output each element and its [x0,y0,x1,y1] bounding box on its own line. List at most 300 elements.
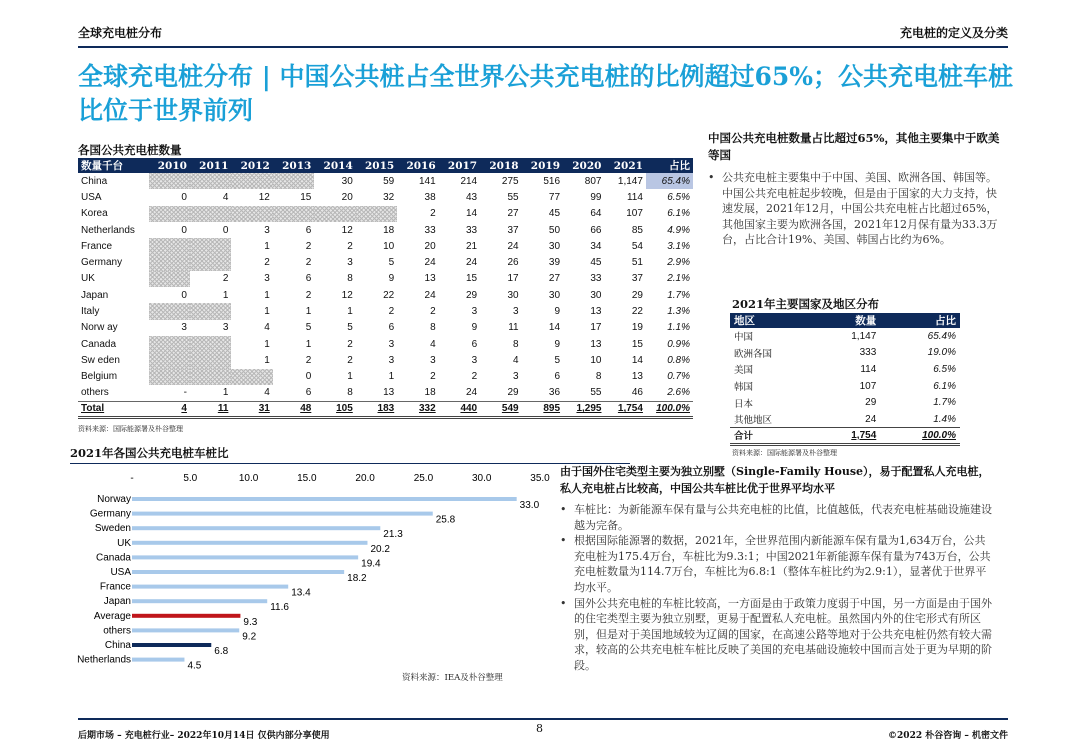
category-label: China [104,640,131,651]
table-cell: 27 [548,273,561,285]
row-label: Total [78,401,149,417]
column-header: 占比 [646,158,693,173]
table-cell: 29 [480,385,521,401]
table-cell: 33 [424,224,436,236]
table-cell: 807 [584,175,602,187]
tick-label: 25.0 [413,473,434,484]
table-cell: 107 [626,208,643,220]
footer-right: ©2022 朴谷咨询 – 机密文件 [888,731,1008,741]
table-cell: 1,754 [817,428,880,445]
tick-label: 35.0 [530,473,550,484]
table-cell: 4 [149,401,190,417]
table-cell: 0 [181,224,187,236]
share-cell: 100.0% [646,401,693,417]
tick-label: 20.0 [355,473,375,484]
bullet-item: • 根据国际能源署的数据，2021年，全世界范围内新能源车保有量为1,634万台，公共充电桩为175.4万台，车桩比为9.3:1；中国2021年新能源车保有量为743万台，公共充电桩数量为114.7万台，车桩比为6.8:1（整体车桩比约为2.9:1），显著优于世界平均水平。 [560,533,996,595]
table-cell: 1,147 [617,175,643,187]
table-cell: 105 [314,401,355,417]
row-label: China [81,175,108,187]
table-cell: 24 [466,257,478,269]
table-cell: 6 [305,273,312,285]
table-cell: 3 [513,371,519,383]
share-cell: 1.1% [667,322,690,334]
table-cell: 549 [480,401,521,417]
table-row [78,238,693,254]
header-left: 全球充电桩分布 [78,26,163,40]
table-cell: 48 [273,401,314,417]
table-cell: 3 [264,224,270,236]
bar-china [132,643,211,647]
right-top-heading: 中国公共充电桩数量占比超过65%，其他主要集中于欧美等国 [708,131,1000,162]
table-row [78,369,693,385]
table-cell: 34 [590,240,602,252]
empty-cell [149,271,190,287]
bar-sweden [132,526,380,530]
table-cell: 114 [626,191,643,203]
table-row [78,173,693,189]
table-cell: 6 [305,224,312,236]
bar-norway [132,497,517,501]
table-cell: 100.0% [880,428,960,445]
table-row [730,361,960,378]
row-label: Japan [81,289,109,301]
table-cell: 2 [347,338,353,350]
table-cell: 2 [305,257,312,269]
bar-germany [132,512,433,516]
table-row [78,336,693,352]
vehicle-charger-ratio-chart [60,466,550,686]
table-cell: 2 [430,371,436,383]
table-cell: 4 [513,354,519,366]
share-cell: 4.9% [667,224,690,236]
value-label: 13.4 [291,587,311,599]
row-label: Sw eden [81,354,120,366]
table-cell: 29 [631,289,643,301]
bar-usa [132,570,344,574]
table-header-row [730,313,960,328]
table-cell: 4 [264,322,270,334]
table-cell: 46 [604,385,645,401]
tick-label: 5.0 [183,473,198,484]
table-cell: 895 [522,401,563,417]
table-cell: 8 [430,322,436,334]
table-cell: 15 [466,273,478,285]
right-bottom-heading: 由于国外住宅类型主要为独立别墅（Single-Family House），易于配置私人充电桩，私人充电桩占比较高，中国公共车桩比优于世界平均水平 [560,465,990,495]
table-cell: 1 [190,385,231,401]
table-cell: 1 [347,306,353,318]
value-label: 21.3 [383,529,403,541]
table-cell: 2 [305,240,312,252]
table-cell: 37 [507,224,519,236]
bullet-item: • 国外公共充电桩的车桩比较高，一方面是由于政策力度弱于中国，另一方面是由于国外的住宅类型主要为独立别墅，更易于配置私人充电桩。虽然国内外的住宅形式有所区别，但是对于美国地域较为辽阔的国家，在高速公路等地对于公共充电桩仍然有较大需求，较高的公共充电桩车桩比反映了美国的充电基础设施较中国而言处于更为早期的阶段。 [560,596,996,674]
chart-source: 资料来源：IEA及朴谷整理 [402,673,503,683]
table-cell: 55 [507,191,519,203]
share-cell: 6.5% [667,191,690,203]
value-label: 6.8 [214,646,229,657]
table-cell: 36 [522,385,563,401]
table-cell: 24 [507,240,519,252]
table-cell: 3 [430,354,436,366]
table-cell: 3 [347,257,353,269]
value-label: 33.0 [519,500,540,511]
table-cell: 22 [631,306,643,318]
row-label: Germany [81,257,123,269]
table-row [730,345,960,362]
table-cell: 275 [501,175,519,187]
table-row [78,271,693,287]
table-cell: 美国 [734,365,754,377]
table-row [78,320,693,336]
share-cell: 3.1% [667,240,690,252]
table-cell: 21 [466,240,478,252]
table-cell: 1 [222,289,229,301]
table-row [78,401,693,417]
empty-cell [314,206,355,222]
table-cell: 1 [264,289,270,301]
table-cell: 10 [383,240,395,252]
table-cell: 14 [631,354,643,366]
empty-cell [231,173,272,189]
table-cell: 0 [305,371,312,383]
share-cell: 1.3% [667,306,690,318]
row-label: Belgium [81,371,118,383]
tick-label: - [130,473,134,484]
table-cell: 1.4% [933,413,956,425]
table-cell: 4 [430,338,436,350]
table-cell: 5 [388,257,395,269]
category-label: Japan [103,596,131,608]
right-top-bullets [708,170,998,248]
table-cell: 33 [466,224,478,236]
table-cell: 10 [590,354,602,366]
category-label: Sweden [94,523,131,535]
empty-cell [273,206,314,222]
table-cell: 59 [383,175,395,187]
table-row [78,287,693,303]
table-cell: 2 [471,371,478,383]
column-header: 地区 [730,313,817,328]
bullet-item: • 公共充电桩主要集中于中国、美国、欧洲各国、韩国等。中国公共充电桩起步较晚，但是由于国家的大力支持，快速发展，2021年12月，中国公共充电桩占比超过65%，其他国家主要为欧洲各国，2021年12月保有量为33.3万台，占比合计19%、美国、韩国占比约为6%。 [708,170,998,248]
share-cell: 0.8% [667,354,690,366]
table-cell: 11 [508,322,519,334]
footer [78,718,1008,741]
empty-cell [190,173,231,189]
table-cell: 8 [314,385,355,401]
table-cell: 6 [554,371,561,383]
table-cell: 14 [466,208,478,220]
table-cell: 440 [439,401,480,417]
empty-cell [149,173,190,189]
table-cell: 19 [631,322,643,334]
table-row [730,378,960,395]
empty-cell [190,254,231,270]
empty-cell [149,206,190,222]
table-cell: 39 [548,257,561,269]
table-cell: 12 [341,289,353,301]
table-cell: 9 [471,322,478,334]
table-row [730,411,960,428]
row-label: USA [81,191,102,203]
column-header: 2017 [439,158,480,173]
category-label: others [103,625,131,637]
column-header: 2010 [149,158,190,173]
column-header: 2015 [356,158,397,173]
table-cell: 30 [590,289,602,301]
share-cell: 2.1% [667,273,690,285]
column-header: 数量千台 [78,158,149,173]
table-cell: 37 [631,273,643,285]
row-label: others [78,385,149,401]
table-cell: 13 [356,385,397,401]
table-row [78,189,693,205]
table-row [78,303,693,319]
value-label: 19.4 [361,558,381,570]
empty-cell [231,369,272,385]
table-row [78,206,693,222]
empty-cell [190,369,231,385]
table-cell: 29 [865,397,877,409]
table-cell: 6 [273,385,314,401]
table-cell: 18 [397,385,438,401]
table-cell: 141 [418,175,436,187]
share-cell: 0.9% [667,338,690,350]
column-header: 2018 [480,158,521,173]
table-cell: 2 [430,306,436,318]
table-cell: 欧洲各国 [734,348,773,360]
table-cell: 8 [513,338,519,350]
table-cell: 22 [383,289,395,301]
table-cell: 4 [222,191,229,203]
table-cell: 11 [190,401,231,417]
column-header: 2014 [314,158,355,173]
table-cell: 214 [460,175,478,187]
tick-label: 15.0 [297,473,317,484]
column-header: 2013 [273,158,314,173]
empty-cell [273,173,314,189]
value-label: 9.2 [242,631,257,643]
table-cell: 6.1% [933,380,956,392]
share-cell: 2.9% [667,257,690,269]
table-cell: 13 [590,306,602,318]
table-cell: 45 [590,257,602,269]
table-cell: 13 [590,338,602,350]
table-cell: 中国 [734,332,754,344]
table-cell: 183 [356,401,397,417]
empty-cell [190,352,231,368]
column-header: 2011 [190,158,231,173]
column-header: 2016 [397,158,438,173]
table-cell: 13 [424,273,436,285]
table-cell: 24 [865,413,877,425]
empty-cell [231,206,272,222]
page-number: 8 [536,722,543,735]
row-label: Italy [81,306,100,318]
table-row [78,254,693,270]
table-cell: 9 [554,306,561,318]
table-cell: 0 [222,224,229,236]
table-cell: 114 [860,363,877,375]
empty-cell [190,206,231,222]
category-label: Netherlands [77,654,131,666]
chart-title: 2021年各国公共充电桩车桩比 [70,445,630,464]
table-cell: 1,754 [604,401,645,417]
column-header: 2021 [604,158,645,173]
table-cell: 3 [388,354,395,366]
table-cell: 9 [554,338,561,350]
column-header: 数量 [817,313,880,328]
table-cell: 17 [507,273,519,285]
value-label: 4.5 [187,660,202,672]
table-row [78,352,693,368]
table-cell: 24 [424,289,436,301]
value-label: 9.3 [243,616,258,628]
table-cell: 8 [347,273,353,285]
table-cell: 19.0% [927,347,956,359]
table-cell: 3 [222,322,229,334]
table-cell: 55 [563,385,604,401]
table-cell: 15 [300,191,312,203]
table-cell: 50 [548,224,561,236]
table-cell: 日本 [734,398,754,410]
table-cell: 43 [466,191,478,203]
table-cell: 54 [631,240,643,252]
table-cell: 1,147 [851,330,877,342]
table-cell: 1 [347,371,353,383]
table-cell: 2 [305,289,312,301]
table-cell: 8 [595,371,602,383]
empty-cell [149,352,190,368]
share-cell: 6.1% [667,208,690,220]
table-cell: 3 [471,354,478,366]
table-cell: 333 [859,347,877,359]
table-cell: 17 [590,322,602,334]
table-cell: 332 [397,401,438,417]
row-label: UK [81,273,95,285]
table-header-row [78,158,693,173]
empty-cell [190,336,231,352]
table-cell: 33 [590,273,602,285]
share-cell: 1.7% [667,289,690,301]
empty-cell [149,303,190,319]
empty-cell [356,206,397,222]
table-cell: 1 [388,371,395,383]
table-cell: 14 [548,322,561,334]
value-label: 18.2 [347,573,367,584]
top-bar [78,18,1008,48]
table-cell: 27 [507,208,519,220]
page-title: 全球充电桩分布 | 中国公共桩占全世界公共充电桩的比例超过65%；公共充电桩车桩比位于世界前列 [78,62,1014,125]
table-row [78,222,693,238]
table-cell: 51 [631,257,643,269]
table-cell: 9 [388,273,395,285]
share-cell: 2.6% [646,385,693,401]
table-cell: 3 [264,273,270,285]
table-cell: 31 [231,401,272,417]
value-label: 25.8 [435,514,456,526]
table-cell: 1 [264,306,270,318]
bar-france [132,585,288,589]
row-label: Canada [81,338,117,350]
table-cell: 24 [439,385,480,401]
region-share-table [730,313,960,446]
table-cell: 5 [347,322,353,334]
table-cell: 合计 [730,428,817,445]
table-cell: 66 [590,224,602,236]
empty-cell [190,303,231,319]
share-cell: 65.4% [646,173,693,189]
table-cell: 4 [231,385,272,401]
table-cell: 2 [347,240,353,252]
table-cell: 3 [513,306,519,318]
table-cell: 2 [388,306,395,318]
value-label: 11.6 [270,602,289,614]
table-cell: 516 [543,175,561,187]
table-cell: 2 [264,257,270,269]
table-cell: 3 [388,338,395,350]
category-label: USA [110,567,131,578]
empty-cell [149,369,190,385]
right-bottom-bullets [560,502,996,674]
table-cell: 1 [264,354,270,366]
table-cell: 64 [590,208,602,220]
table-cell: 韩国 [734,382,754,394]
table-cell: 30 [548,240,561,252]
bullet-item: • 车桩比：为新能源车保有量与公共充电桩的比值，比值越低，代表充电桩基础设施建设越为完备。 [560,502,996,533]
table-cell: 65.4% [927,330,956,342]
table-row [78,385,693,401]
table2-source: 资料来源：国际能源署及朴谷整理 [732,449,837,457]
table-row [730,328,960,345]
row-label: Norw ay [81,322,118,334]
table-cell: 3 [181,322,187,334]
table-cell: 0 [181,289,187,301]
row-label: France [81,240,113,252]
column-header: 2019 [522,158,563,173]
table-cell: 38 [424,191,436,203]
tick-label: 30.0 [471,473,492,484]
table-cell: 1 [305,338,312,350]
table-row [730,428,960,445]
table-cell: 2 [305,354,312,366]
empty-cell [149,336,190,352]
tick-label: 10.0 [238,473,259,484]
row-label: Netherlands [81,224,135,236]
category-label: France [99,581,131,593]
bar-canada [132,555,358,559]
table-cell: 13 [631,371,643,383]
category-label: Norway [97,494,131,505]
table-cell: 20 [341,191,353,203]
share-cell: 0.7% [667,371,690,383]
table-row [730,394,960,411]
table-cell: 29 [466,289,478,301]
bar-japan [132,599,267,603]
table-cell: 5 [305,322,312,334]
category-label: UK [117,537,131,549]
table-cell: 0 [181,191,187,203]
bar-netherlands [132,658,184,662]
table2-label: 2021年主要国家及地区分布 [732,297,880,311]
category-label: Canada [95,552,131,564]
table-cell: 6.5% [933,363,956,375]
charger-count-table [78,158,693,419]
table1-source: 资料来源：国际能源署及朴谷整理 [78,425,183,433]
table-cell: 12 [258,191,270,203]
table-cell: 85 [631,224,643,236]
table-cell: 32 [383,191,395,203]
table-cell: 2 [430,208,436,220]
empty-cell [190,238,231,254]
